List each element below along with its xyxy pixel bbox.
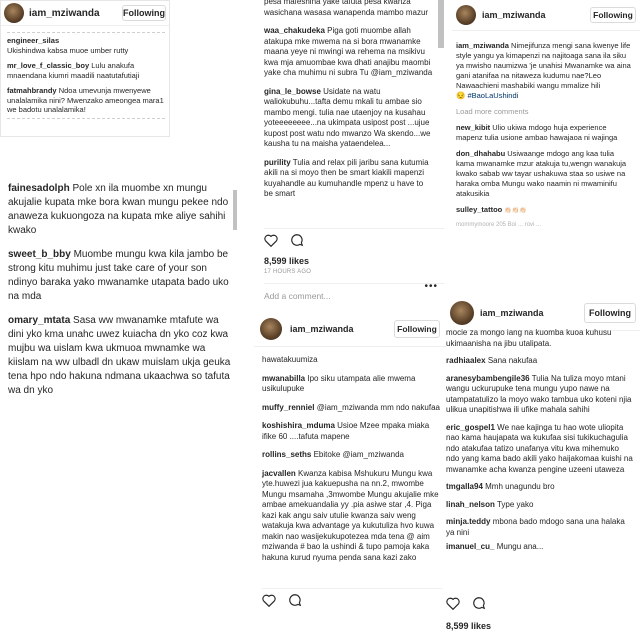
- comment-text: Tulia Na tuliza moyo mtani wangu uckurupuke tena mungu yupo nawe na utampatatulizo la moyo wako tambua uko koteni njia ulikua unapitishwa ili ufike mahala sahihi: [446, 373, 632, 414]
- comment: [456, 149, 632, 199]
- username[interactable]: iam_mziwanda: [29, 7, 100, 19]
- comment-username[interactable]: linah_nelson: [446, 499, 495, 509]
- post-panel-top-left: [0, 0, 170, 137]
- comment: [262, 374, 440, 395]
- comment: [446, 482, 634, 493]
- likes-count[interactable]: 8,599 likes: [446, 621, 492, 631]
- comment-text: Ebitoke @iam_mziwanda: [313, 450, 404, 459]
- comment-text: Usioe Mzee mpaka miaka ifike 60 ....tafuta mapene: [262, 421, 430, 441]
- comment-text: Lulu anakufa mnaendana kiumri maadili naatutafutiaji: [7, 61, 140, 80]
- sad-emoji-icon: 😔: [456, 91, 466, 100]
- comment-text-cut: mocie za mongo iang na kuomba kuoa kuhusu ukimaanisha na jibu utalipata.: [446, 328, 612, 348]
- comment: [456, 205, 632, 216]
- comment-list: [7, 32, 165, 119]
- likes-count[interactable]: 8,599 likes: [264, 256, 310, 266]
- comment-text: Type yako: [496, 499, 534, 509]
- comment-text: Mmh unagundu bro: [485, 482, 555, 491]
- comment-text: mbona bado mdogo sana una halaka ya nini: [446, 517, 625, 537]
- comment: [8, 248, 236, 304]
- comment: [446, 517, 634, 538]
- username[interactable]: iam_mziwanda: [482, 10, 546, 20]
- comment-text: Sana nakufaa: [487, 356, 538, 365]
- comment-username[interactable]: don_dhahabu: [456, 149, 506, 158]
- avatar[interactable]: [4, 3, 24, 23]
- comment: [262, 403, 440, 414]
- comment-username[interactable]: eric_gospel1: [446, 422, 495, 432]
- caption-username[interactable]: iam_mziwanda: [456, 41, 509, 50]
- caption: [456, 41, 632, 101]
- comment: [262, 421, 440, 442]
- avatar[interactable]: [450, 301, 474, 325]
- comment-username[interactable]: muffy_renniel: [262, 402, 315, 412]
- comment: [446, 356, 634, 367]
- comment-username[interactable]: minja.teddy: [446, 517, 491, 526]
- comment-username[interactable]: koshishira_mduma: [262, 421, 335, 430]
- heart-icon[interactable]: [262, 594, 276, 612]
- comment-text: Ipo siku utampata alie mwema usikulupuke: [262, 373, 416, 393]
- post-header: [254, 312, 446, 347]
- comment-list: [256, 0, 446, 200]
- avatar[interactable]: [260, 318, 282, 340]
- comment-username[interactable]: sulley_tattoo: [456, 205, 503, 214]
- comment-bubble-icon[interactable]: [472, 596, 486, 615]
- comment-username[interactable]: mr_love_f_classic_boy: [7, 61, 90, 70]
- comment: [7, 61, 165, 80]
- comment: [7, 36, 165, 55]
- comment: [8, 182, 236, 238]
- comment-text: @iam_mziwanda mm ndo nakufaa: [316, 402, 440, 412]
- comment-text: Ukishindwa kabsa muoe umber rutty: [7, 45, 129, 55]
- comment-bubble-icon[interactable]: [290, 233, 304, 252]
- comment: [264, 26, 434, 79]
- comment-text: Ndoa umevunja mwenyewe unalalamika nini? Mwenzako ameongea mara1 we badotu unalalamika!: [7, 86, 164, 114]
- comment-username[interactable]: fatmahbrandy: [7, 86, 57, 95]
- action-icons: [446, 596, 636, 615]
- comment: [262, 469, 440, 564]
- comment-text: Pole xn ila muombe xn mungu akujalie kupata mke bora kwan mungu pekee ndo anaweza kukuongoza na kupata mke aliye sahihi kwako: [8, 183, 229, 236]
- comment-text: Piga goti muombe allah atakupa mke mwema na si bora mwanamke maana yeye ni mwingi wa rehema na msikivu kwa mja amuombae kwa dhati anajibu maombi yake cha muhimu ni subra Tu @iam_mziwanda: [264, 26, 433, 77]
- post-panel-bottom-center: [254, 312, 446, 640]
- comment-text: 👏🏻👏🏻👏🏻: [504, 208, 527, 214]
- username[interactable]: iam_mziwanda: [290, 324, 354, 334]
- comment: [262, 450, 440, 461]
- comment-text-cut: pesa mafeshina yake tafuta pesa kwanza wasichana wasasa wanapenda mambo mazur: [264, 0, 429, 17]
- comment-text: Sasa ww mwanamke mtafute wa dini yko kma unahc uwez kuiacha dn yko coz kwa mujbu wa uislam kwa ukmuoa mwnamke wa kiislam na ww ulbadl dn ukaw muislam ukja geuka tena hpo ndo hakuna ndmana ukaachwa so tafuta wa dn yko: [8, 315, 231, 396]
- post-panel-bottom-right: [446, 296, 640, 640]
- following-button[interactable]: Following: [590, 7, 636, 23]
- action-bar: [446, 592, 636, 631]
- comment-username[interactable]: tmgalla94: [446, 482, 483, 491]
- comment-username[interactable]: engineer_silas: [7, 36, 60, 45]
- following-button[interactable]: Following: [122, 5, 166, 21]
- comment: [264, 158, 434, 200]
- heart-icon[interactable]: [446, 597, 460, 615]
- load-more-comments-link[interactable]: Load more comments: [456, 107, 529, 116]
- comment-cut: [446, 542, 634, 551]
- comment-text: Kwanza kabisa Mshukuru Mungu kwa yte.huwezi jua kakuepusha na nn.2, mwombe Mungu msamaha ,3mwombe Mungu akujalie mke ambae amekuandalia yy .pia asiwe star ,4. Piga kazi kak angu saiv utulie kwanza saiv weng watakuja kwa advantage ya kukutuliza hvo kuwa makin nao wasijekukupotezea mda tena @ aim mziwanda # bao la ushindi & tupo pamoja kaka hakuna kurud nyuma penda sana kazi zako: [262, 468, 439, 562]
- comment-list: [254, 347, 446, 563]
- comment-username[interactable]: sweet_b_bby: [8, 249, 71, 260]
- comment-bubble-icon[interactable]: [288, 593, 302, 612]
- comment-text: We nae kajinga tu hao wote uliopita nao kama haujapata wa kukufaa sisi tukikuchagulia ndo atakufaa tatizo unafanya vitu kwa mihemuko ndo yang kama bado akili yako haijakomaa kuishi na mwanamke acha kwanza pengine uzeeni utaweza: [446, 422, 633, 474]
- comment-text-cut: hawatakuumiza: [262, 355, 318, 364]
- comment-username[interactable]: omary_mtata: [8, 315, 71, 326]
- comment-text: Tulia and relax pili jaribu sana kutumia akili na si moyo then be smart kiakili mapenzi kuyahandle au kumuhandle mpenz u have to be smart: [264, 157, 429, 198]
- comment: [264, 87, 434, 150]
- scrollbar[interactable]: [233, 190, 237, 230]
- comment-username[interactable]: fainesadolph: [8, 183, 70, 194]
- post-panel-center: [256, 0, 446, 305]
- comment: [446, 500, 634, 511]
- post-time[interactable]: 17 HOURS AGO: [264, 269, 312, 275]
- comment-username[interactable]: imanuel_cu_: [446, 542, 495, 551]
- post-panel-left: [0, 170, 240, 396]
- comment-username[interactable]: waa_chakudeka: [264, 26, 325, 35]
- comment-username[interactable]: mwanabilla: [262, 373, 306, 383]
- post-header: [452, 0, 640, 31]
- post-panel-top-right: [452, 0, 640, 258]
- comment-text: Mungu ana...: [496, 542, 544, 551]
- comment: [446, 423, 634, 476]
- comment-cut: mommymoore 205 Boi ... rovi ...: [456, 222, 542, 228]
- username[interactable]: iam_mziwanda: [480, 308, 544, 318]
- comment: [8, 314, 236, 398]
- post-header: [1, 1, 169, 26]
- comment-list: [0, 170, 240, 398]
- comment-text: Muombe mungu kwa kila jambo be strong kitu muhimu just take care of your son ndinyo baraka yako mwanamke utapata bado uko na mda: [8, 249, 229, 302]
- comment-text: Usidate na watu waliokubuhu...tafta demu mkali tu ambae sio mambo mengi. tulia nae utaenjoy na kusahau yoteeeeeeee...na ukimpata usipost post ...ujue kupost post watu ndo mwanzo Wa skendo...we kausha tu na maisha yataendelea...: [264, 86, 431, 148]
- action-bar: [264, 228, 444, 301]
- action-icons: [264, 233, 444, 252]
- avatar[interactable]: [456, 5, 476, 25]
- heart-icon[interactable]: [264, 234, 278, 252]
- comment-username[interactable]: purility: [264, 157, 291, 167]
- action-icons: [262, 588, 442, 612]
- comment: [446, 374, 634, 416]
- comment: [7, 86, 165, 115]
- comment-username[interactable]: jacvallen: [262, 468, 296, 478]
- comment-username[interactable]: new_kibit: [456, 123, 491, 132]
- following-button[interactable]: Following: [584, 303, 636, 323]
- following-button[interactable]: Following: [394, 320, 440, 338]
- hashtag-link[interactable]: #BaoLaUshindi: [467, 91, 519, 100]
- comment-list: [446, 328, 640, 551]
- comment: [456, 123, 632, 143]
- scrollbar[interactable]: [438, 0, 444, 48]
- comment-username[interactable]: radhiaalex: [446, 356, 486, 365]
- more-options-icon[interactable]: •••: [424, 281, 438, 292]
- caption-text: Nimejifunza mengi sana kwenye life style yangu ya kimapenzi na najitoaga sana ila siku ya mwisho naumizwa 'je unahisi Mwanamke wa aina gani atanifaa na nitaweza kudumu nae?Leo Nawaachieni mashabiki wangu mmalize hili: [456, 41, 631, 90]
- add-comment-input[interactable]: Add a comment...: [264, 283, 444, 301]
- comment-username[interactable]: aranesybambengile36: [446, 373, 530, 383]
- comment-username[interactable]: rollins_seths: [262, 450, 312, 459]
- comment-list: [452, 31, 640, 230]
- comment-username[interactable]: gina_le_bowse: [264, 86, 321, 96]
- post-header: [446, 296, 640, 331]
- comment-text: Usiwaange mdogo ang kaa tulia kama mwanamke mzur atakuja tu,wengn wanakuja kwako sabab ww tayar ushakuwa staa so usiwe na haraka omba Mungu wako naamin ni mwaminifu atakusikia: [456, 149, 627, 198]
- comment-text: Ulio ukiwa mdogo huja experience mapenz tulia usione ambao hawajaoa ni wajinga: [456, 123, 618, 142]
